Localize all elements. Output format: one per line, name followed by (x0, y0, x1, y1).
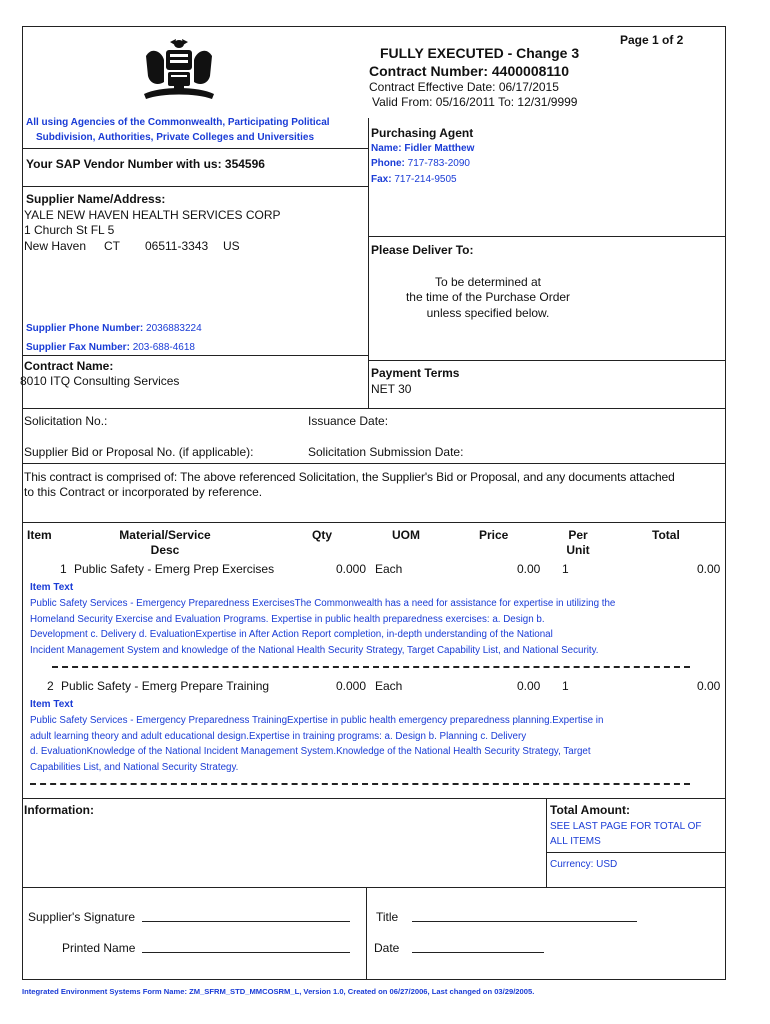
agencies-line-2: Subdivision, Authorities, Private Colleges and Universities (36, 132, 315, 143)
phone-value: 717-783-2090 (407, 158, 470, 169)
contract-number: Contract Number: 4400008110 (369, 63, 569, 79)
supplier-bottom-line (22, 355, 369, 356)
supplier-fax (26, 342, 195, 353)
header-per-2: Unit (566, 543, 590, 557)
item-1-separator (52, 666, 690, 668)
contract-status: FULLY EXECUTED - Change 3 (380, 45, 580, 61)
total-amount-line-2: ALL ITEMS (550, 836, 601, 847)
item-1-number: 1 (60, 562, 67, 576)
solicitation-no: Solicitation No.: (24, 414, 108, 428)
supplier-title: Supplier Name/Address: (26, 192, 166, 206)
item-1-text-line: Development c. Delivery d. EvaluationExpertise in After Action Report completion, in-depth understanding of the National (30, 629, 553, 640)
deliver-bottom-line (368, 360, 726, 361)
item-1-text-label: Item Text (30, 582, 74, 593)
item-2-separator (30, 783, 690, 785)
item-1-qty: 0.000 (336, 562, 367, 576)
supplier-name: YALE NEW HAVEN HEALTH SERVICES CORP (24, 208, 281, 222)
header-price: Price (479, 528, 509, 542)
info-bottom-line (22, 887, 726, 888)
date-label: Date (374, 941, 400, 955)
item-2-text-label: Item Text (30, 699, 74, 710)
total-inner-line (546, 852, 726, 853)
agencies-line-1: All using Agencies of the Commonwealth, Participating Political (26, 117, 330, 128)
items-bottom-line (22, 798, 726, 799)
sap-vendor-number: Your SAP Vendor Number with us: 354596 (26, 157, 265, 171)
header-material-2: Desc (150, 543, 180, 557)
header-per-1: Per (568, 528, 588, 542)
title-label: Title (376, 910, 399, 924)
information-title: Information: (24, 803, 94, 817)
comprised-line-2: to this Contract or incorporated by reference. (24, 485, 263, 499)
supplier-fax-label: Supplier Fax Number: (26, 342, 130, 353)
payment-terms-value: NET 30 (371, 382, 412, 396)
item-2-uom: Each (375, 679, 403, 693)
item-2-total: 0.00 (697, 679, 721, 693)
commonwealth-seal-icon (140, 36, 218, 102)
item-2-text-line: d. EvaluationKnowledge of the National Incident Management System.Knowledge of the National Health Security Strategy, Target (30, 746, 591, 757)
outer-top-border (22, 26, 726, 27)
printed-name-label: Printed Name (62, 941, 136, 955)
solicitation-bottom-line (22, 463, 726, 464)
deliver-line-2: the time of the Purchase Order (405, 290, 571, 304)
deliver-title: Please Deliver To: (371, 243, 474, 257)
outer-bottom-border (22, 979, 726, 980)
supplier-signature-line[interactable] (142, 921, 350, 922)
item-2-text-line: Public Safety Services - Emergency Preparedness TrainingExpertise in public health emergency preparedness planning.Expertise in (30, 715, 604, 726)
item-2-text (30, 713, 720, 775)
sap-bottom-line (22, 186, 369, 187)
outer-left-border (22, 26, 23, 980)
purchasing-agent-name: Name: Fidler Matthew (371, 143, 475, 154)
solicitation-submission-date: Solicitation Submission Date: (308, 445, 464, 459)
header-material-1: Material/Service (119, 528, 211, 542)
page-number: Page 1 of 2 (620, 33, 684, 47)
purchasing-agent-phone (371, 158, 470, 169)
fax-value: 717-214-9505 (394, 174, 457, 185)
contract-name-bottom-line (22, 408, 726, 409)
item-2-price: 0.00 (517, 679, 541, 693)
supplier-state: CT (104, 239, 120, 253)
supplier-phone (26, 323, 202, 334)
supplier-country: US (223, 239, 240, 253)
fax-label: Fax: (371, 174, 392, 185)
item-2-qty: 0.000 (336, 679, 367, 693)
item-1-text-line: Homeland Security Exercise and Evaluation Programs. Expertise in public health preparedness exercises: a. Design b. (30, 613, 545, 625)
date-line[interactable] (412, 952, 544, 953)
comprised-line-1: This contract is comprised of: The above referenced Solicitation, the Supplier's Bid or Proposal, and any documents attached (24, 470, 675, 484)
header-uom: UOM (392, 528, 420, 542)
title-line[interactable] (412, 921, 637, 922)
item-1-price: 0.00 (517, 562, 541, 576)
supplier-zip: 06511-3343 (145, 239, 209, 253)
item-2-per: 1 (562, 679, 569, 693)
item-1-text-line: Public Safety Services - Emergency Preparedness ExercisesThe Commonwealth has a need for assistance for expertise in utilizing the (30, 598, 616, 609)
signature-divider (366, 887, 367, 979)
total-amount-line-1: SEE LAST PAGE FOR TOTAL OF (550, 821, 702, 832)
item-1-desc: Public Safety - Emerg Prep Exercises (74, 562, 275, 576)
contract-name-value: 8010 ITQ Consulting Services (20, 374, 180, 388)
contract-effective-date: Contract Effective Date: 06/17/2015 (369, 80, 559, 94)
header-item: Item (27, 528, 52, 542)
agent-bottom-line (368, 236, 726, 237)
supplier-street: 1 Church St FL 5 (24, 223, 115, 237)
supplier-fax-value: 203-688-4618 (132, 342, 195, 353)
deliver-line-3: unless specified below. (426, 306, 550, 320)
agencies-bottom-line (22, 148, 369, 149)
item-1-text-line: Incident Management System and knowledge of the National Health Security Strategy, Target Capability List, and National Security. (30, 644, 599, 656)
item-2-desc: Public Safety - Emerg Prepare Training (61, 679, 270, 693)
item-2-text-line: Capabilities List, and National Security Strategy. (30, 761, 239, 773)
contract-name-title: Contract Name: (24, 359, 114, 373)
footer-form-name: Integrated Environment Systems Form Name: ZM_SFRM_STD_MMCOSRM_L, Version 1.0, Created on 06/27/2006, Last changed on 03/29/2005. (22, 987, 535, 996)
comprised-bottom-line (22, 522, 726, 523)
payment-terms-title: Payment Terms (371, 366, 460, 380)
outer-right-border (725, 26, 726, 980)
phone-label: Phone: (371, 158, 405, 169)
header-qty: Qty (312, 528, 333, 542)
info-divider (546, 798, 547, 888)
item-1-total: 0.00 (697, 562, 721, 576)
center-divider (368, 118, 369, 408)
supplier-signature-label: Supplier's Signature (28, 910, 136, 924)
item-1-per: 1 (562, 562, 569, 576)
contract-valid-dates: Valid From: 05/16/2011 To: 12/31/9999 (372, 95, 578, 109)
total-amount-title: Total Amount: (550, 803, 630, 817)
purchasing-agent-title: Purchasing Agent (371, 126, 474, 140)
supplier-bid-no: Supplier Bid or Proposal No. (if applicable): (24, 445, 254, 459)
supplier-phone-label: Supplier Phone Number: (26, 323, 144, 334)
supplier-phone-value: 2036883224 (146, 323, 202, 334)
item-2-text-line: adult learning theory and adult educational design.Expertise in training programs: a. Design b. Planning c. Delivery (30, 730, 527, 742)
deliver-line-1: To be determined at (434, 275, 542, 289)
printed-name-line[interactable] (142, 952, 350, 953)
header-total: Total (652, 528, 680, 542)
supplier-city: New Haven (24, 239, 87, 253)
purchasing-agent-fax (371, 174, 457, 185)
currency: Currency: USD (550, 859, 618, 870)
item-1-uom: Each (375, 562, 403, 576)
item-1-text (30, 596, 720, 658)
item-2-number: 2 (47, 679, 54, 693)
issuance-date: Issuance Date: (308, 414, 389, 428)
